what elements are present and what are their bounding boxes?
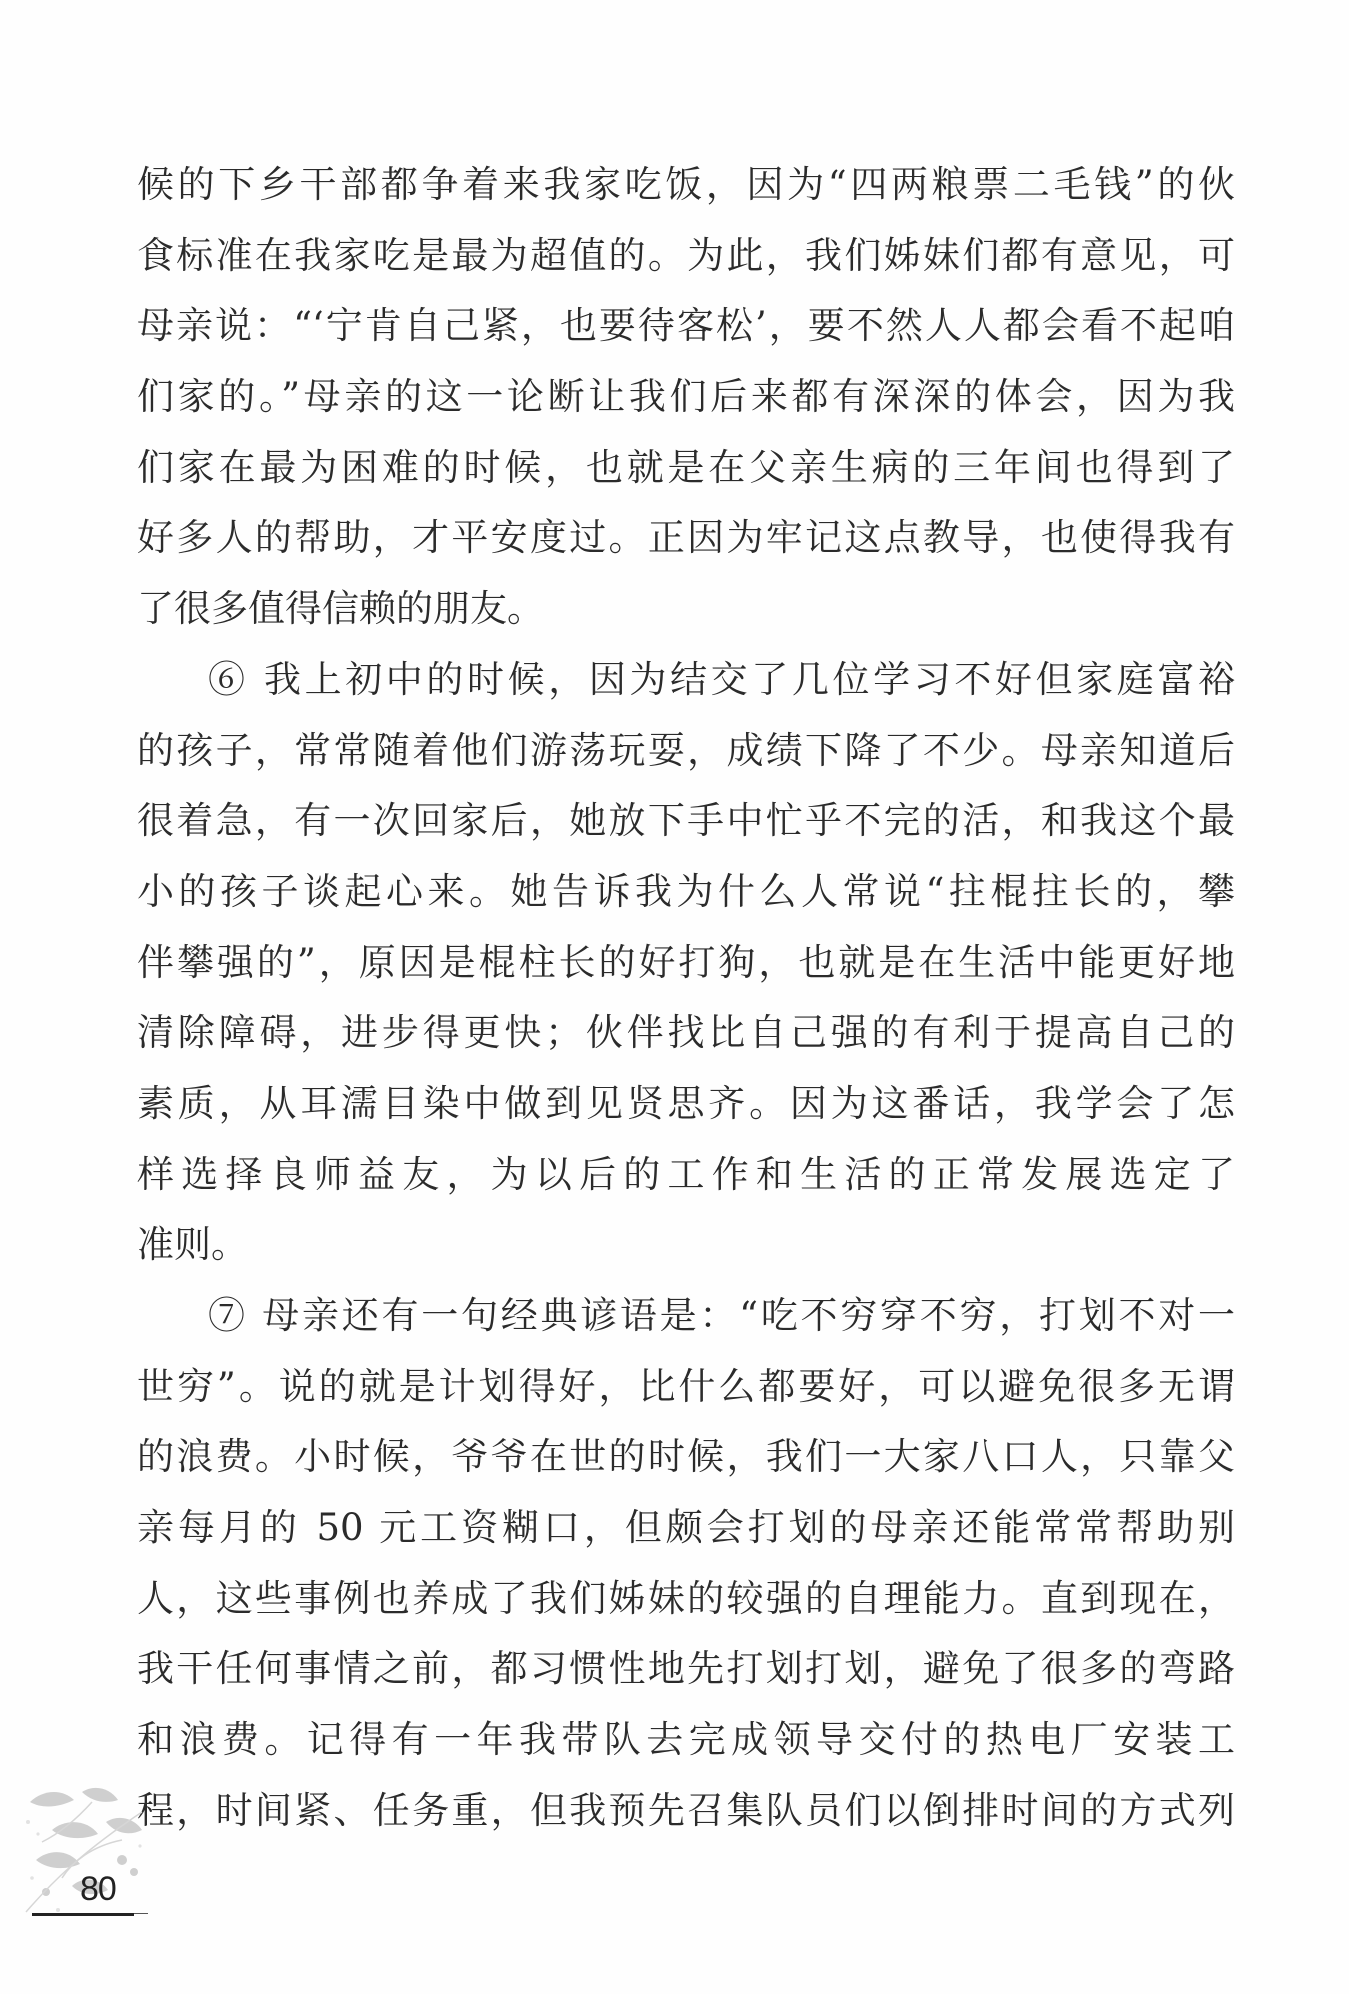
text-line: 好多人的帮助，才平安度过。正因为牢记这点教导，也使得我有 — [137, 516, 1235, 560]
paragraph-7 — [137, 1281, 1235, 1847]
text-line: 们家在最为困难的时候，也就是在父亲生病的三年间也得到了 — [137, 445, 1235, 489]
page-number: 80 — [80, 1870, 116, 1908]
text-line: 候的下乡干部都争着来我家吃饭，因为“四两粮票二毛钱”的伙 — [137, 163, 1235, 206]
text-line: 的浪费。小时候，爷爷在世的时候，我们一大家八口人，只靠父 — [137, 1435, 1235, 1479]
text-line: 世穷”。说的就是计划得好，比什么都要好，可以避免很多无谓 — [137, 1364, 1235, 1408]
text-line: 清除障碍，进步得更快；伙伴找比自己强的有利于提高自己的 — [137, 1011, 1235, 1055]
text-line: ⑦ 母亲还有一句经典谚语是：“吃不穷穿不穷，打划不对一 — [208, 1294, 1235, 1337]
footer-rule — [32, 1913, 134, 1916]
text-line: 小的孩子谈起心来。她告诉我为什么人常说“拄棍拄长的，攀 — [137, 869, 1235, 913]
paragraph-6 — [137, 645, 1235, 1281]
text-line: 母亲说：“‘宁肯自己紧，也要待客松’，要不然人人都会看不起咱 — [137, 304, 1235, 348]
text-line: 程，时间紧、任务重，但我预先召集队员们以倒排时间的方式列 — [137, 1788, 1235, 1832]
text-line: ⑥ 我上初中的时候，因为结交了几位学习不好但家庭富裕 — [208, 657, 1235, 701]
text-line: 和浪费。记得有一年我带队去完成领导交付的热电厂安装工 — [137, 1718, 1235, 1762]
text-line: 亲每月的 50 元工资糊口，但颇会打划的母亲还能常常帮助别 — [137, 1506, 1235, 1550]
paragraph-continuation — [137, 150, 1235, 645]
text-line: 我干任何事情之前，都习惯性地先打划打划，避免了很多的弯路 — [137, 1647, 1235, 1691]
text-line: 准则。 — [137, 1223, 248, 1267]
text-line: 样选择良师益友，为以后的工作和生活的正常发展选定了 — [137, 1152, 1235, 1196]
text-line: 人，这些事例也养成了我们姊妹的较强的自理能力。直到现在， — [137, 1576, 1235, 1620]
text-line: 食标准在我家吃是最为超值的。为此，我们姊妹们都有意见，可 — [137, 233, 1235, 277]
text-line: 伴攀强的”，原因是棍柱长的好打狗，也就是在生活中能更好地 — [137, 940, 1235, 984]
text-line: 很着急，有一次回家后，她放下手中忙乎不完的活，和我这个最 — [137, 799, 1235, 843]
body-text — [137, 150, 1235, 1847]
text-line: 素质，从耳濡目染中做到见贤思齐。因为这番话，我学会了怎 — [137, 1081, 1235, 1125]
text-line: 了很多值得信赖的朋友。 — [137, 587, 544, 631]
text-line: 的孩子，常常随着他们游荡玩耍，成绩下降了不少。母亲知道后 — [137, 728, 1235, 772]
text-line: 们家的。”母亲的这一论断让我们后来都有深深的体会，因为我 — [137, 375, 1235, 419]
footer-rule-thin — [134, 1913, 148, 1914]
